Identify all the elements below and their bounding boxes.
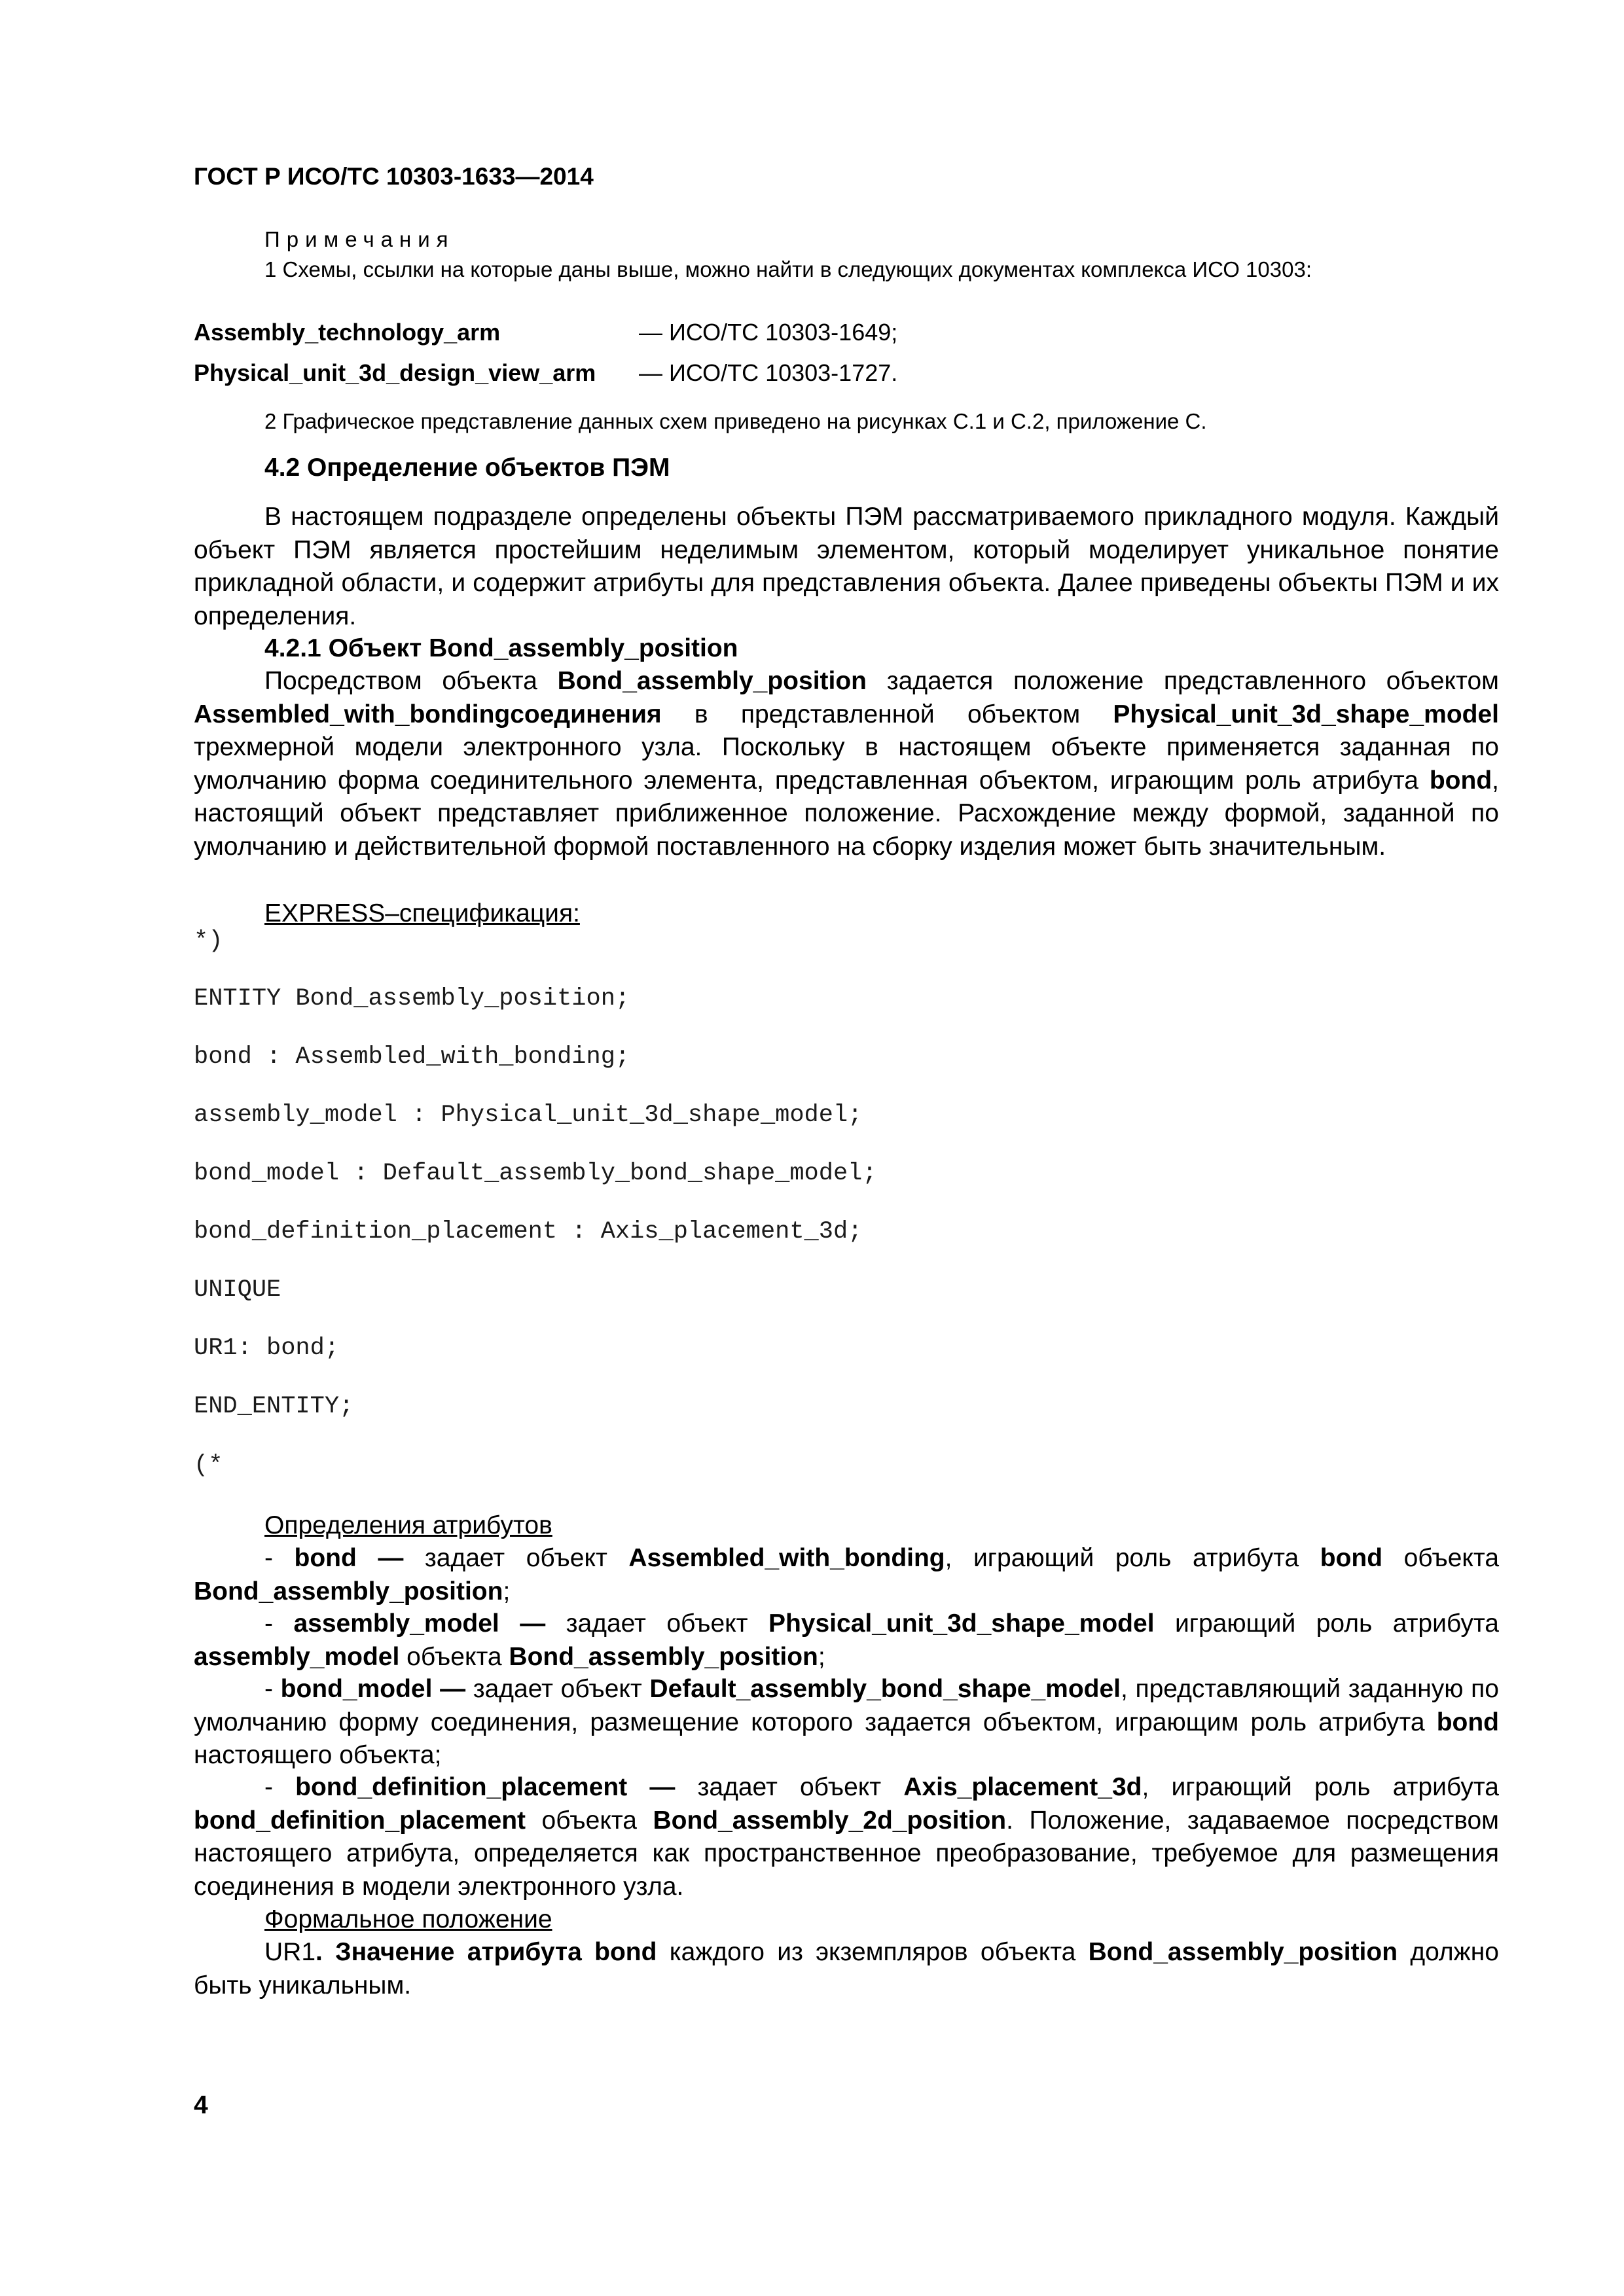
attribute-name: assembly_model — [293,1609,546,1638]
text-run: задает объект [465,1675,650,1703]
attribute-name: bond [1436,1708,1499,1736]
text-run: объекта [526,1806,653,1835]
entity-name: Axis_placement_3d [903,1773,1142,1801]
attribute-name: bond [1320,1544,1383,1572]
entity-name: Bond_assembly_position [557,667,867,695]
text-run: , настоящий объект представляет приближенное положение. Расхождение между формой, заданной по умолчанию и действительной формой поставленного на сборку изделия может быть значительным. [194,766,1499,861]
attribute-name: bond [1429,766,1492,795]
text-run: играющий роль атрибута [1154,1609,1499,1638]
attribute-name: bond_model — [280,1675,466,1703]
attribute-definition-bond-definition-placement [194,1771,1499,1903]
text-run: в представленной объектом [661,700,1113,728]
text-run: настоящего объекта; [194,1741,442,1769]
entity-name: Physical_unit_3d_shape_model [1113,700,1499,728]
reference-name: Physical_unit_3d_design_view_arm [194,359,596,386]
attribute-name: bond_definition_placement — [295,1773,676,1801]
code-open-comment: *) [194,927,223,955]
text-run: ; [503,1577,511,1605]
text-run: - [264,1544,295,1572]
text-run: трехмерной модели электронного узла. Поскольку в настоящем объекте применяется заданная по умолчанию форма соединительного элемента, представленная объектом, играющим роль атрибута [194,733,1499,795]
entity-name: Bond_assembly_position [194,1577,503,1605]
entity-name: Physical_unit_3d_shape_model [768,1609,1155,1638]
document-header: ГОСТ Р ИСО/ТС 10303-1633—2014 [194,163,594,190]
entity-name: Bond_assembly_2d_position [653,1806,1007,1835]
text-run: - [264,1773,296,1801]
section-4-2-paragraph: В настоящем подразделе определены объекты ПЭМ рассматриваемого прикладного модуля. Каждый объект ПЭМ является простейшим неделимым элементом, который моделирует уникальное понятие прикладной области, и содержит атрибуты для представления объекта. Далее приведены объекты ПЭМ и их определения. [194,503,1499,630]
text-run: задает объект [675,1773,904,1801]
code-line: bond_definition_placement : Axis_placement_3d; [194,1218,863,1246]
reference-row [194,357,1499,389]
text-run: каждого из экземпляров объекта [657,1938,1089,1966]
text-run: , играющий роль атрибута [945,1544,1320,1572]
attribute-name: bond — [294,1544,404,1572]
note-1: 1 Схемы, ссылки на которые даны выше, можно найти в следующих документах комплекса ИСО 10303: [264,257,1312,281]
formal-rule-title: Формальное положение [264,1905,552,1933]
attribute-name: bond [594,1938,657,1966]
code-line: END_ENTITY; [194,1393,354,1420]
code-line: UNIQUE [194,1276,281,1304]
code-line: bond : Assembled_with_bonding; [194,1043,630,1071]
text-run: . Положение, задаваемое посредством настоящего атрибута, определяется как пространственное преобразование, требуемое для размещения соединения в модели электронного узла. [194,1806,1499,1901]
notes-title: Примечания [264,227,455,251]
text-run: задает объект [545,1609,768,1638]
code-line: UR1: bond; [194,1335,340,1362]
section-4-2-1-paragraph [194,665,1499,863]
text-run: - [264,1609,294,1638]
reference-value: — ИСО/ТС 10303-1649; [639,319,898,346]
text-run: Посредством объекта [264,667,558,695]
text-run: объекта [399,1642,509,1671]
text-run: - [264,1675,281,1703]
entity-name: Assembled_with_bonding [628,1544,945,1572]
page-number: 4 [194,2091,208,2119]
express-spec-label: EXPRESS–спецификация: [264,899,580,927]
code-close-comment: (* [194,1452,223,1479]
attributes-title: Определения атрибутов [264,1511,552,1539]
attribute-definition-bond [194,1542,1499,1608]
text-run: , играющий роль атрибута [1142,1773,1499,1801]
reference-row [194,317,1499,348]
text-run: , представляющий заданную по умолчанию форму соединения, размещение которого задается объектом, играющим роль атрибута [194,1675,1499,1736]
attribute-name: bond_definition_placement [194,1806,526,1835]
entity-name: Default_assembly_bond_shape_model [649,1675,1121,1703]
text-run: . Значение атрибута [316,1938,595,1966]
rule-label: UR1 [264,1938,316,1966]
text-run: объекта [1382,1544,1500,1572]
section-title-4-2-1: 4.2.1 Объект Bond_assembly_position [264,634,738,662]
note-2: 2 Графическое представление данных схем приведено на рисунках С.1 и С.2, приложение С. [264,409,1207,433]
code-line: ENTITY Bond_assembly_position; [194,985,630,1013]
entity-name: Bond_assembly_position [1088,1938,1398,1966]
attribute-definition-bond-model [194,1673,1499,1772]
code-line: bond_model : Default_assembly_bond_shape_model; [194,1160,877,1187]
attribute-name: assembly_model [194,1642,400,1671]
attribute-definition-assembly-model [194,1607,1499,1674]
section-title-4-2: 4.2 Определение объектов ПЭМ [264,454,670,482]
entity-name: Bond_assembly_position [509,1642,818,1671]
text-run: задается положение представленного объектом [867,667,1499,695]
entity-name: Assembled_with_bondingсоединения [194,700,662,728]
text-run: ; [818,1642,825,1671]
reference-name: Assembly_technology_arm [194,319,501,346]
text-run: задает объект [403,1544,629,1572]
code-line: assembly_model : Physical_unit_3d_shape_model; [194,1102,863,1129]
reference-value: — ИСО/ТС 10303-1727. [639,359,898,386]
formal-rule-ur1 [194,1936,1499,2002]
text-run: должно быть уникальным. [194,1938,1499,2000]
